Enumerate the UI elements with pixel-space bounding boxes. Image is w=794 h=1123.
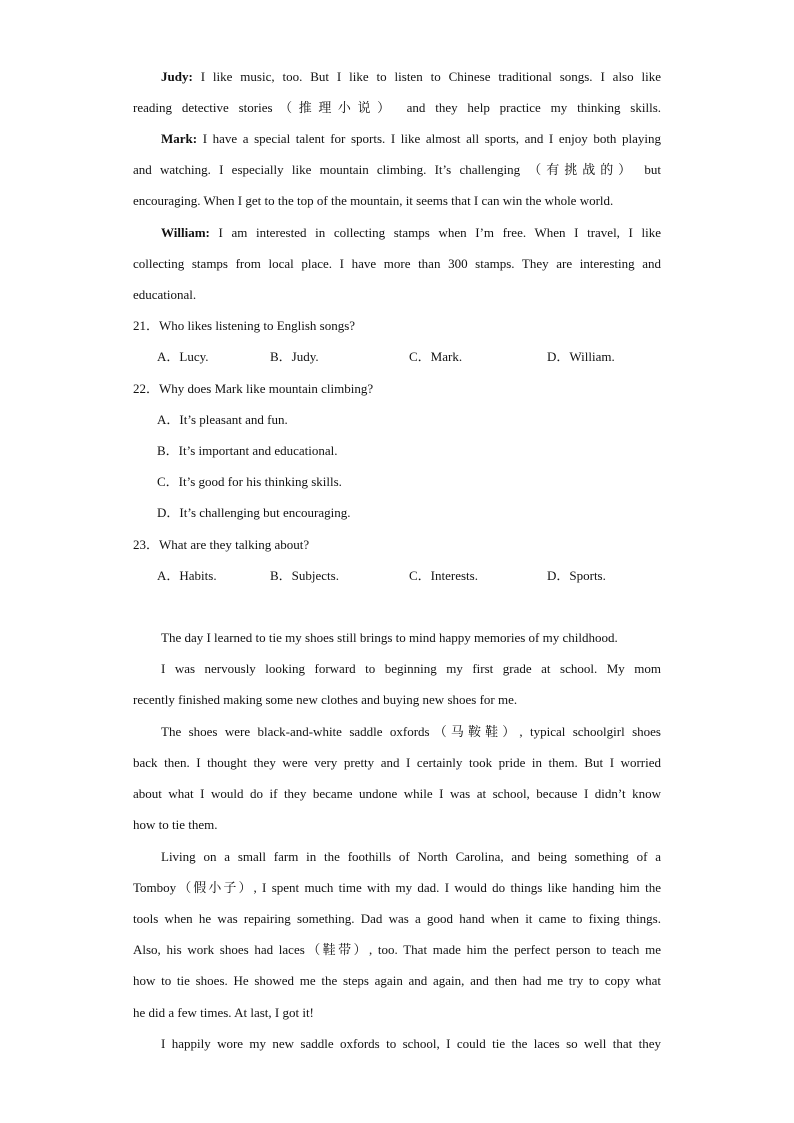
question-21-option-a: A．Lucy. [157,349,209,364]
passage-line-9: Tomboy（假小子）, I spent much time with my dad. I would do things like handing him the [133,880,661,895]
passage-line-14: I happily wore my new saddle oxfords to school, I could tie the laces so well that they [161,1036,661,1051]
william-line-1: William: I am interested in collecting stamps when I’m free. When I travel, I like [161,225,661,240]
judy-line-2: reading detective stories（推理小说） and they help practice my thinking skills. [133,100,661,115]
judy-line-1: Judy: I like music, too. But I like to listen to Chinese traditional songs. I also like [161,69,661,84]
passage-line-2: I was nervously looking forward to beginning my first grade at school. My mom [161,661,661,676]
mark-line-1: Mark: I have a special talent for sports. I like almost all sports, and I enjoy both playing [161,131,662,146]
question-22-option-b: B．It’s important and educational. [157,443,338,458]
question-23-option-b: B．Subjects. [270,568,339,583]
passage-line-7: how to tie them. [133,817,218,832]
passage-line-12: how to tie shoes. He showed me the steps again and again, and then had me try to copy what [133,973,661,988]
question-22-option-c: C．It’s good for his thinking skills. [157,474,342,489]
question-21-option-c: C．Mark. [409,349,463,364]
passage-line-11: Also, his work shoes had laces（鞋带）, too. That made him the perfect person to teach me [133,942,661,957]
passage-line-1: The day I learned to tie my shoes still brings to mind happy memories of my childhood. [161,630,618,645]
question-21-option-d: D．William. [547,349,615,364]
passage-line-8: Living on a small farm in the foothills of North Carolina, and being something of a [161,849,661,864]
speaker-mark: Mark: [161,131,198,146]
question-23-stem: 23．What are they talking about? [133,537,310,552]
question-23-option-c: C．Interests. [409,568,478,583]
question-22-stem: 22．Why does Mark like mountain climbing? [133,381,374,396]
passage-line-6: about what I would do if they became undone while I was at school, because I didn’t know [133,786,661,801]
passage-line-10: tools when he was repairing something. Dad was a good hand when it came to fixing things. [133,911,661,926]
passage-line-4: The shoes were black-and-white saddle oxfords（马鞍鞋）, typical schoolgirl shoes [161,724,661,739]
passage-line-5: back then. I thought they were very pretty and I certainly took pride in them. But I worried [133,755,661,770]
speaker-william: William: [161,225,210,240]
question-21-stem: 21．Who likes listening to English songs? [133,318,356,333]
passage-line-13: he did a few times. At last, I got it! [133,1005,314,1020]
passage-line-3: recently finished making some new clothes and buying new shoes for me. [133,692,518,707]
mark-line-3: encouraging. When I get to the top of the mountain, it seems that I can win the whole world. [133,193,614,208]
speaker-judy: Judy: [161,69,193,84]
mark-line-2: and watching. I especially like mountain climbing. It’s challenging （有挑战的） but [133,162,661,177]
question-21-option-b: B．Judy. [270,349,319,364]
william-line-2: collecting stamps from local place. I have more than 300 stamps. They are interesting and [133,256,661,271]
question-23-option-a: A．Habits. [157,568,217,583]
question-22-option-d: D．It’s challenging but encouraging. [157,505,351,520]
question-23-option-d: D．Sports. [547,568,606,583]
question-22-option-a: A．It’s pleasant and fun. [157,412,288,427]
william-line-3: educational. [133,287,197,302]
